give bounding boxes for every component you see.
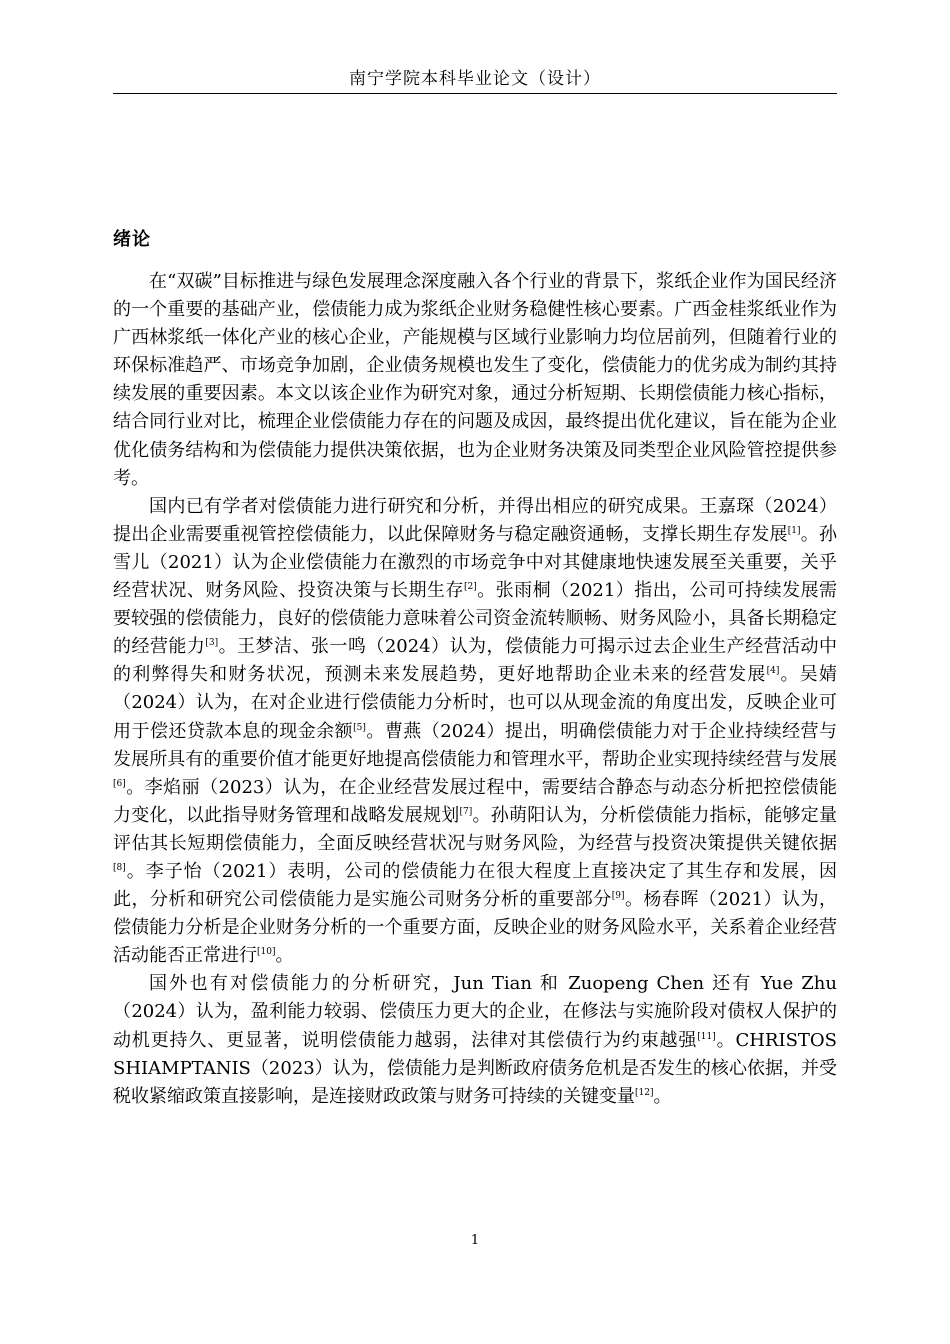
header-rule [113,93,837,94]
body-paragraph [113,268,837,493]
paragraph-text: 在“双碳”目标推进与绿色发展理念深度融入各个行业的背景下，浆纸企业作为国民经济的一个重要的基础产业，偿债能力成为浆纸企业财务稳健性核心要素。广西金桂浆纸业作为广西林浆纸一体化产业的核心企业，产能规模与区域行业影响力均位居前列，但随着行业的环保标准趋严、市场竞争加剧，企业债务规模也发生了变化，偿债能力的优劣成为制约其持续发展的重要因素。本文以该企业作为研究对象，通过分析短期、长期偿债能力核心指标，结合同行业对比，梳理企业偿债能力存在的问题及成因，最终提出优化建议，旨在能为企业优化债务结构和为偿债能力提供决策依据，也为企业财务决策及同类型企业风险管控提供参考。 [113,271,837,489]
paragraph-text: 。杨春晖（2021）认为，偿债能力分析是企业财务分析的一个重要方面，反映企业的财务风险水平，关系着企业经营活动能否正常进行 [113,889,838,967]
paragraph-text: 国内已有学者对偿债能力进行研究和分析，并得出相应的研究成果。王嘉琛（2024）提出企业需要重视管控偿债能力，以此保障财务与稳定融资通畅，支撑长期生存发展 [113,495,837,545]
paragraph-text: 。王梦洁、张一鸣（2024）认为，偿债能力可揭示过去企业生产经营活动中的利弊得失和财务状况，预测未来发展趋势，更好地帮助企业未来的经营发展 [113,636,837,686]
paragraph-text: 。李焰丽（2023）认为，在企业经营发展过程中，需要结合静态与动态分析把控偿债能力变化，以此指导财务管理和战略发展规划 [113,776,837,826]
paragraph-text: 。孙萌阳认为，分析偿债能力指标，能够定量评估其长短期偿债能力，全面反映经营状况与财务风险，为经营与投资决策提供关键依据 [113,804,838,854]
citation-marker: [6] [113,778,126,789]
citation-marker: [11] [697,1031,716,1042]
citation-marker: [5] [353,722,366,733]
paragraph-text: 。 [275,945,294,967]
citation-marker: [10] [257,947,276,958]
paragraph-text: 。吴婧（2024）认为，在对企业进行偿债能力分析时，也可以从现金流的角度出发，反映企业可用于偿还贷款本息的现金余额 [113,664,837,742]
body-paragraph [113,493,837,971]
paragraph-text: 。李子怡（2021）表明，公司的偿债能力在很大程度上直接决定了其生存和发展，因此，分析和研究公司偿债能力是实施公司财务分析的重要部分 [113,860,837,911]
citation-marker: [8] [113,862,126,873]
section-heading: 绪论 [113,229,151,250]
paragraph-text: 。CHRISTOS SHIAMPTANIS（2023）认为，偿债能力是判断政府债务危机是否发生的核心依据，并受税收紧缩政策直接影响，是连接财政政策与财务可持续的关键变量 [113,1029,838,1107]
paragraph-text: 。孙雪儿（2021）认为企业偿债能力在激烈的市场竞争中对其健康地快速发展至关重要，关乎经营状况、财务风险、投资决策与长期生存 [113,523,838,602]
page-number: 1 [470,1233,480,1248]
citation-marker: [4] [766,666,780,677]
paragraph-text: 。张雨桐（2021）指出，公司可持续发展需要较强的偿债能力，良好的偿债能力意味着公司资金流转顺畅、财务风险小，具备长期稳定的经营能力 [113,580,837,658]
paragraph-text: 。 [653,1085,672,1107]
citation-marker: [12] [635,1087,654,1098]
citation-marker: [7] [459,806,473,817]
paragraph-text: 国外也有对偿债能力的分析研究，Jun Tian 和 Zuopeng Chen 还有 Yue Zhu（2024）认为，盈利能力较弱、偿债压力更大的企业，在修法与实施阶段对债权人保护的动机更持久、更显著，说明偿债能力越弱，法律对其偿债行为约束越强 [113,973,837,1051]
citation-marker: [2] [463,582,477,593]
citation-marker: [9] [611,891,625,902]
body-paragraph [113,970,837,1110]
running-header: 南宁学院本科毕业论文（设计） [349,69,601,89]
paragraph-text: 。曹燕（2024）提出，明确偿债能力对于企业持续经营与发展所具有的重要价值才能更好地提高偿债能力和管理水平，帮助企业实现持续经营与发展 [113,720,838,770]
body-text [113,268,837,1111]
citation-marker: [3] [205,638,219,649]
citation-marker: [1] [787,525,801,536]
